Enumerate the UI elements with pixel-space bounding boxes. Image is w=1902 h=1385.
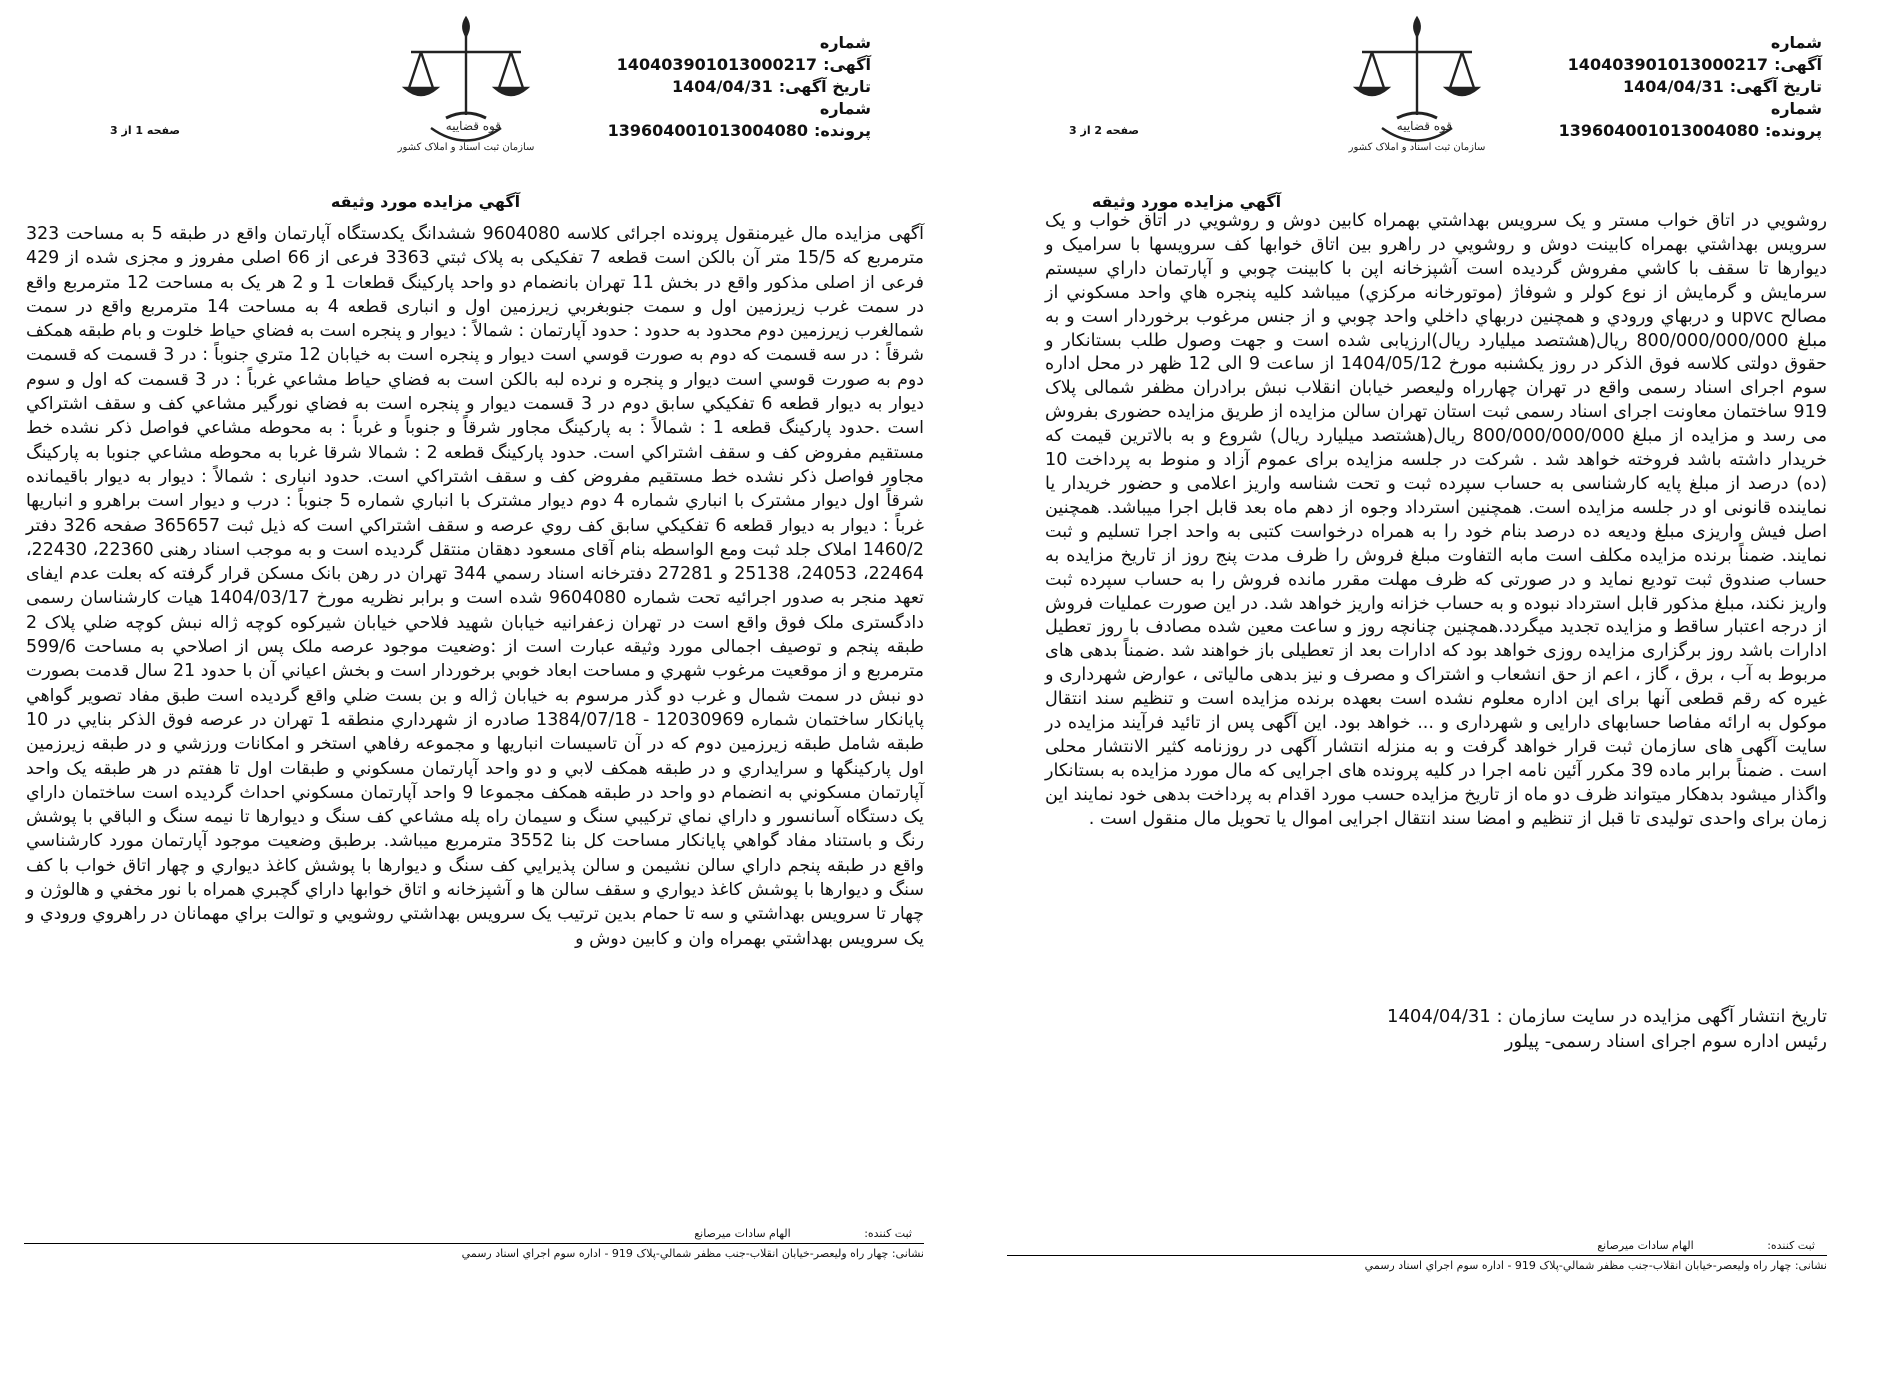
document-page-2 <box>951 0 1902 1385</box>
notice-number-label: شماره آگهی: <box>819 33 871 74</box>
judiciary-emblem-icon <box>1342 10 1492 155</box>
page-number: صفحه 1 از 3 <box>110 124 181 137</box>
publication-date-line: تاريخ انتشار آگهی مزايده در سايت سازمان : 1404/04/31 <box>1387 1006 1827 1027</box>
file-number-label: شماره پرونده: <box>1765 99 1822 140</box>
file-number: 139604001013004080 <box>1558 121 1759 140</box>
notice-footer <box>24 1226 924 1262</box>
emblem-caption: قوه قضاییه <box>1396 119 1452 133</box>
file-number: 139604001013004080 <box>607 121 808 140</box>
registrar-name: الهام سادات ميرصانع <box>1597 1239 1694 1252</box>
page-number: صفحه 2 از 3 <box>1069 124 1140 137</box>
registrar-label: ثبت کننده: <box>1767 1239 1815 1252</box>
registrar-label: ثبت کننده: <box>864 1227 912 1240</box>
organization-caption: سازمان ثبت اسناد و املاک کشور <box>1348 142 1486 153</box>
notice-footer <box>1007 1238 1827 1274</box>
notice-body: روشويي در اتاق خواب مستر و يک سرويس بهداشتي بهمراه کابين دوش و روشويي در اتاق خواب و يک سرويس بهداشتي بهمراه کابينت دوش و روشويي در راهرو بين اتاق خوابها کف سرويسها با سراميک و ديوارها تا سقف با کاشي مفروش گرديده است آشپزخانه اپن با کابينت چوبي و آپارتمان داراي سيستم سرمايش و گرمايش از نوع کولر و شوفاژ (موتورخانه مرکزي) ميباشد کليه پنجره هاي واحد مسکوني از مصالح upvc و دربهاي ورودي و همچنين دربهاي داخلي واحد چوبي و از جنس مرغوب برخوردار است و به مبلغ 800/000/000/000 ريال(هشتصد ميليارد ريال)ارزيابی شده است و جهت وصول طلب بستانکار و حقوق دولتی کلاسه فوق الذکر در روز يکشنبه مورخ 1404/05/12 از ساعت 9 الی 12 ظهر در محل اداره سوم اجرای اسناد رسمی واقع در تهران چهارراه وليعصر خيابان انقلاب نبش برادران مظفر شمالی پلاک 919 ساختمان معاونت اجرای اسناد رسمی ثبت استان تهران سالن مزايده از طريق مزايده حضوری بفروش می رسد و مزايده از مبلغ 800/000/000/000 ريال(هشتصد ميليارد ريال) شروع و به بالاترين قيمت که خريدار داشته باشد فروخته خواهد شد . شرکت در جلسه مزايده برای عموم آزاد و منوط به پرداخت 10 (ده) درصد از مبلغ پايه کارشناسی به حساب سپرده ثبت و تحت شناسه واريز اعلامی و حضور خريدار يا نماينده قانونی او در جلسه مزايده است. همچنين استرداد وجوه از دهم ماه بعد قابل اجرا ميباشد. همچنين اصل فيش واريزی مبلغ وديعه ده درصد بنام خود را به همراه درخواست کتبی به واحد اجرا تسليم و ثبت نمايند. ضمناً برنده مزايده مکلف است مابه التفاوت مبلغ فروش را ظرف مدت پنج روز از تاريخ مزايده به حساب صندوق ثبت توديع نمايد و در صورتی که ظرف مهلت مقرر مانده فروش را به حساب سپرده ثبت واريز نکند، مبلغ مذکور قابل استرداد نبوده و به حساب خزانه واريز خواهد شد. در اين صورت عمليات فروش از درجه اعتبار ساقط و مزايده تجديد ميگردد.همچنين چنانچه روز و ساعت معين شده مصادف با روز تعطيل ادارات باشد روز برگزاری مزايده روزی خواهد بود که ادارات بعد از تعطيلی باز خواهند شد .ضمناً بدهی های مربوط به آب ، برق ، گاز ، اعم از حق انشعاب و اشتراک و مصرف و نيز بدهی مالياتی ، عوارض شهرداری و غيره که رقم قطعی آنها برای اين اداره معلوم نشده است بعهده برنده مزايده است و تنظيم سند انتقال موکول به ارائه مفاصا حسابهای دارايی و شهرداری و ... خواهد بود. اين آگهی پس از تائيد فرآيند مزايده در سايت آگهی های سازمان ثبت قرار خواهد گرفت و به منزله انتشار آگهی در روزنامه کثير الانتشار محلی است . ضمناً برابر ماده 39 مکرر آئين نامه اجرا در کليه پرونده های اجرايی که مال مورد مزايده به بستانکار واگذار ميشود بدهکار ميتواند ظرف دو ماه از تاريخ مزايده حسب مورد اقدام به پرداخت بدهی خود نمايند اين زمان برای واحدی توليدی تا قبل از تنظيم و امضا سند انتقال اجرايی اموال يا تحويل مال منقول است . <box>1045 211 1827 829</box>
emblem-caption: قوه قضاییه <box>445 119 501 133</box>
address-text: چهار راه وليعصر-خيابان انقلاب-جنب مظفر شمالي-پلاک 919 - اداره سوم اجراي اسناد رسمي <box>461 1247 889 1260</box>
address-text: چهار راه وليعصر-خيابان انقلاب-جنب مظفر شمالي-پلاک 919 - اداره سوم اجراي اسناد رسمي <box>1364 1259 1792 1272</box>
notice-title: آگهي مزايده مورد وثيقه <box>330 192 521 211</box>
file-number-label: شماره پرونده: <box>814 99 871 140</box>
organization-caption: سازمان ثبت اسناد و املاک کشور <box>397 142 535 153</box>
notice-title: آگهي مزايده مورد وثيقه <box>1091 192 1282 211</box>
notice-number-label: شماره آگهی: <box>1770 33 1822 74</box>
address-label: نشانی: <box>1794 1259 1827 1272</box>
address-label: نشانی: <box>891 1247 924 1260</box>
judiciary-emblem-icon <box>391 10 541 155</box>
notice-date: 1404/04/31 <box>1622 77 1724 96</box>
signatory-line: رئيس اداره سوم اجرای اسناد رسمی- پيلور <box>1504 1031 1827 1052</box>
notice-date: 1404/04/31 <box>671 77 773 96</box>
notice-date-label: تاریخ آگهی: <box>1729 77 1822 96</box>
notice-header <box>571 32 871 142</box>
notice-number: 140403901013000217 <box>1567 55 1769 74</box>
notice-body: آگهی مزايده مال غيرمنقول پرونده اجرائی کلاسه 9604080 ششدانگ يکدستگاه آپارتمان واقع در طبقه 5 به مساحت 323 مترمربع که 15/5 متر آن بالکن است قطعه 7 تفکيکی به پلاک ثبتي 3363 فرعی از 66 اصلی مفروز و مجزی شده از 429 فرعی از اصلی مذکور واقع در بخش 11 تهران بانضمام دو واحد پارکينگ قطعات 1 و 2 هر يک به مساحت 12 مترمربع واقع در سمت غرب زيرزمين اول و سمت جنوبغربي زيرزمين اول و انباری قطعه 4 به مساحت 14 مترمربع واقع در سمت شمالغرب زيرزمين دوم محدود به حدود : حدود آپارتمان : شمالاً : ديوار و پنجره است به فضاي حياط خلوت و بام طبقه همکف شرقاً : در سه قسمت که دوم به صورت قوسي است ديوار و پنجره است به خيابان 12 متري جنوباً : در 3 قسمت که قسمت دوم به صورت قوسي است ديوار و پنجره و نرده لبه بالکن است به فضاي حياط مشاعي غرباً : در 3 قسمت که اول و سوم ديوار به ديوار قطعه 6 تفکيکي سابق دوم در 3 قسمت ديوار و پنجره است به فضاي نورگير مشاعي کف و سقف اشتراکي است .حدود پارکينگ قطعه 1 : شمالاً : به پارکينگ مجاور شرقاً و جنوباً و غرباً : به محوطه مشاعي فواصل ذکر نشده خط مستقيم مفروض کف و سقف اشتراکي است. حدود پارکينگ قطعه 2 : شمالا شرقا غربا به محوطه مشاعي جنوبا به پارکينگ مجاور فواصل ذکر نشده خط مستقيم مفروض کف و سقف اشتراکي است. حدود انباری : شمالاً : ديوار به ديوار باقيمانده شرقاً اول ديوار مشترک با انباري شماره 4 دوم ديوار مشترک با انباري شماره 5 جنوباً : درب و ديوار است براهرو و انباريها غرباً : ديوار به ديوار قطعه 6 تفکيکي سابق کف روي عرصه و سقف اشتراکي است که ذيل ثبت 365657 صفحه 326 دفتر 1460/2 املاک جلد ثبت ومع الواسطه بنام آقای مسعود دهقان منتقل گرديده است و به موجب اسناد رهنی 22360، 22430، 22464، 24053، 25138 و 27281 دفترخانه اسناد رسمي 344 تهران در رهن بانک مسکن قرار گرفته که بعلت عدم ايفای تعهد منجر به صدور اجرائيه تحت شماره 9604080 شده است و برابر نظريه مورخ 1404/03/17 هيات کارشناسان رسمی دادگستری ملک فوق واقع است در تهران زعفرانيه خيابان شهيد فلاحي خيابان شيرکوه کوچه ژاله نبش کوچه ضلي پلاک 2 طبقه پنجم و توصيف اجمالی مورد وثيقه عبارت است از :وضعيت موجود عرصه ملک پس از اصلاحي به مساحت 599/6 مترمربع و از موقعيت مرغوب شهري و مساحت ابعاد خوبي برخوردار است و بخش اعياني آن با حدود 21 سال قدمت بصورت دو نبش در سمت شمال و غرب دو گذر مرسوم به خيابان ژاله و بن بست ضلي واقع گرديده است طبق مفاد تصوير گواهي پايانکار ساختمان شماره 12030969 - 1384/07/18 صادره از شهرداري منطقه 1 تهران در عرصه فوق الذکر بنايي در 10 طبقه شامل طبقه زيرزمين دوم که در آن تاسيسات انباريها و مجموعه رفاهي استخر و امکانات ورزشي و در طبقه زيرزمين اول پارکينگها و سرايداري و در طبقه همکف لابي و دو واحد آپارتمان مسکوني و طبقات اول تا هفتم در هر طبقه يک واحد آپارتمان مسکوني به انضمام دو واحد در طبقه همکف مجموعا 9 واحد آپارتمان مسکوني احداث گرديده است ساختمان داراي يک دستگاه آسانسور و داراي نماي ترکيبي سنگ و سيمان راه پله مشاعي کف سنگ و ديوارها تا نيمه سنگ و الباقي با پوشش رنگ و باستناد مفاد گواهي پايانکار مساحت کل بنا 3552 مترمربع ميباشد. برطبق وضعيت موجود آپارتمان مورد کارشناسي واقع در طبقه پنجم داراي سالن نشيمن و سالن پذيرايي کف سنگ و ديوارها با پوشش کاغذ ديواري و چهار اتاق خواب با کف سنگ و ديوارها با پوشش کاغذ ديواري و سقف سالن ها و آشپزخانه و اتاق خوابها داراي گچبري همراه با نور مخفي و هالوژن و چهار تا سرويس بهداشتي و سه تا حمام بدين ترتيب يک سرويس بهداشتي روشويي و توالت براي مهمانان در راهروي ورودي و يک سرويس بهداشتي بهمراه وان و کابين دوش و <box>26 224 925 949</box>
notice-number: 140403901013000217 <box>616 55 818 74</box>
notice-date-label: تاریخ آگهی: <box>778 77 871 96</box>
registrar-name: الهام سادات ميرصانع <box>694 1227 791 1240</box>
notice-header <box>1522 32 1822 142</box>
